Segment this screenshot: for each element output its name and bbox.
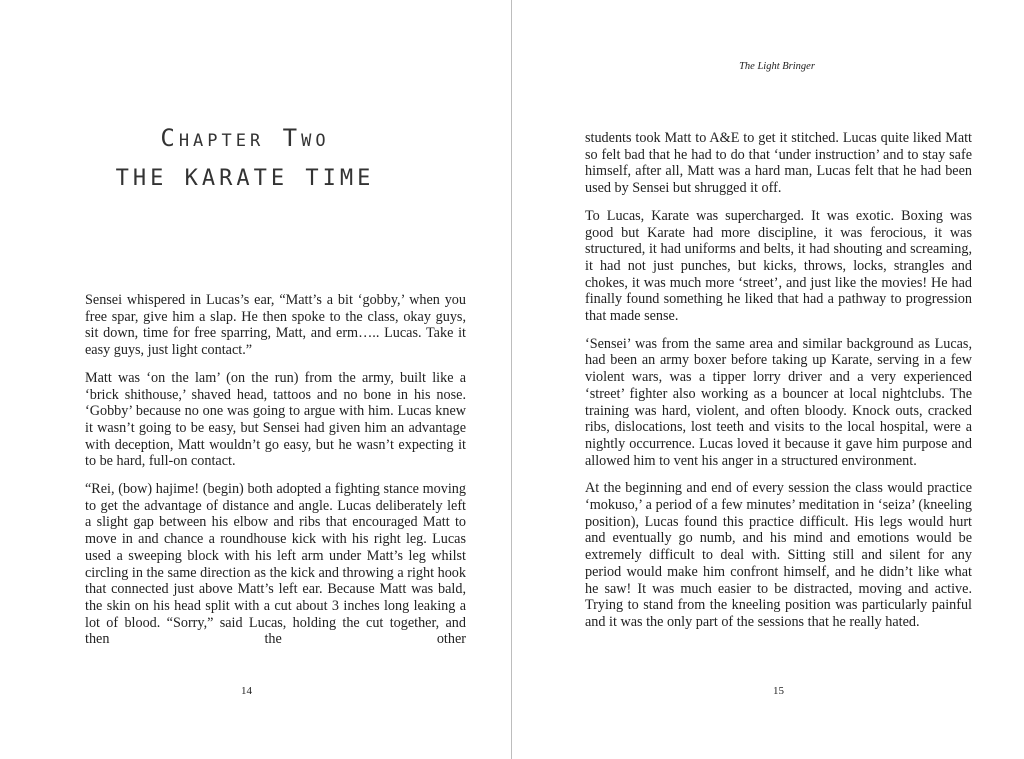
body-text (585, 130, 972, 642)
paragraph: “Rei, (bow) hajime! (begin) both adopted a fighting stance moving to get the advantage of distance and angle. Lucas deliberately left a slight gap between his elbow and ribs that encouraged Matt to move in and chance a roundhouse kick with his right leg. Lucas used a sweeping block with his left arm under Matt’s leg whilst circling in the same direction as the kick and throwing a right hook that connected just above Matt’s left ear. Because Matt was bald, the skin on his head split with a cut about 3 inches long leaking a lot of blood. “Sorry,” said Lucas, holding the cut together, and then the other (85, 481, 466, 648)
left-page (0, 0, 511, 759)
paragraph: At the beginning and end of every session the class would practice ‘mokuso,’ a period of a few minutes’ meditation in ‘seiza’ (kneeling position), Lucas found this practice difficult. His legs would hurt and eventually go numb, and his mind and emotions would be extremely difficult to deal with. Sitting still and silent for any period would make him confront himself, and he didn’t like what he saw! It was much easier to be distracted, moving and active. Trying to stand from the kneeling position was particularly painful and it was the only part of the sessions that he really hated. (585, 480, 972, 630)
running-head: The Light Bringer (739, 61, 815, 72)
chapter-number: Chapter Two (160, 124, 330, 152)
paragraph: To Lucas, Karate was supercharged. It was exotic. Boxing was good but Karate had more discipline, it was ferocious, it was structured, it had uniforms and belts, it had shouting and screaming, it had not just punches, but kicks, throws, locks, strangles and chokes, it was much more ‘street’, and just like the movies! He had finally found something he liked that had a pathway to progression that made sense. (585, 207, 972, 325)
page-number: 15 (773, 685, 784, 697)
right-page (512, 0, 1024, 759)
paragraph: Sensei whispered in Lucas’s ear, “Matt’s a bit ‘gobby,’ when you free spar, give him a slap. He then spoke to the class, okay guys, sit down, time for free sparring, Matt, and erm….. Lucas. Take it easy guys, just light contact.” (85, 292, 466, 359)
chapter-title: THE KARATE TIME (115, 166, 375, 191)
paragraph: ‘Sensei’ was from the same area and similar background as Lucas, had been an army boxer before taking up Karate, serving in a few violent wars, was a tipper lorry driver and a very experienced ‘street’ fighter also working as a bouncer at local nightclubs. The training was hard, violent, and often bloody. Knock outs, cracked ribs, dislocations, lost teeth and visits to the local hospital, were a nightly occurrence. Lucas loved it because it gave him purpose and allowed him to vent his anger in a structured environment. (585, 335, 972, 469)
page-number: 14 (241, 685, 252, 697)
paragraph: students took Matt to A&E to get it stitched. Lucas quite liked Matt so felt bad that he had to do that ‘under instruction’ and to stay safe himself, after all, Matt was a hard man, Lucas felt that he had been used by Sensei but shrugged it off. (585, 130, 972, 197)
body-text (85, 292, 466, 659)
paragraph: Matt was ‘on the lam’ (on the run) from the army, built like a ‘brick shithouse,’ shaved head, tattoos and no bone in his nose. ‘Gobby’ because no one was going to argue with him. Lucas knew it wasn’t going to be easy, but Sensei had given him an advantage with deception, Matt wouldn’t go easy, but he wasn’t expecting it to be hard, full-on contact. (85, 369, 466, 470)
